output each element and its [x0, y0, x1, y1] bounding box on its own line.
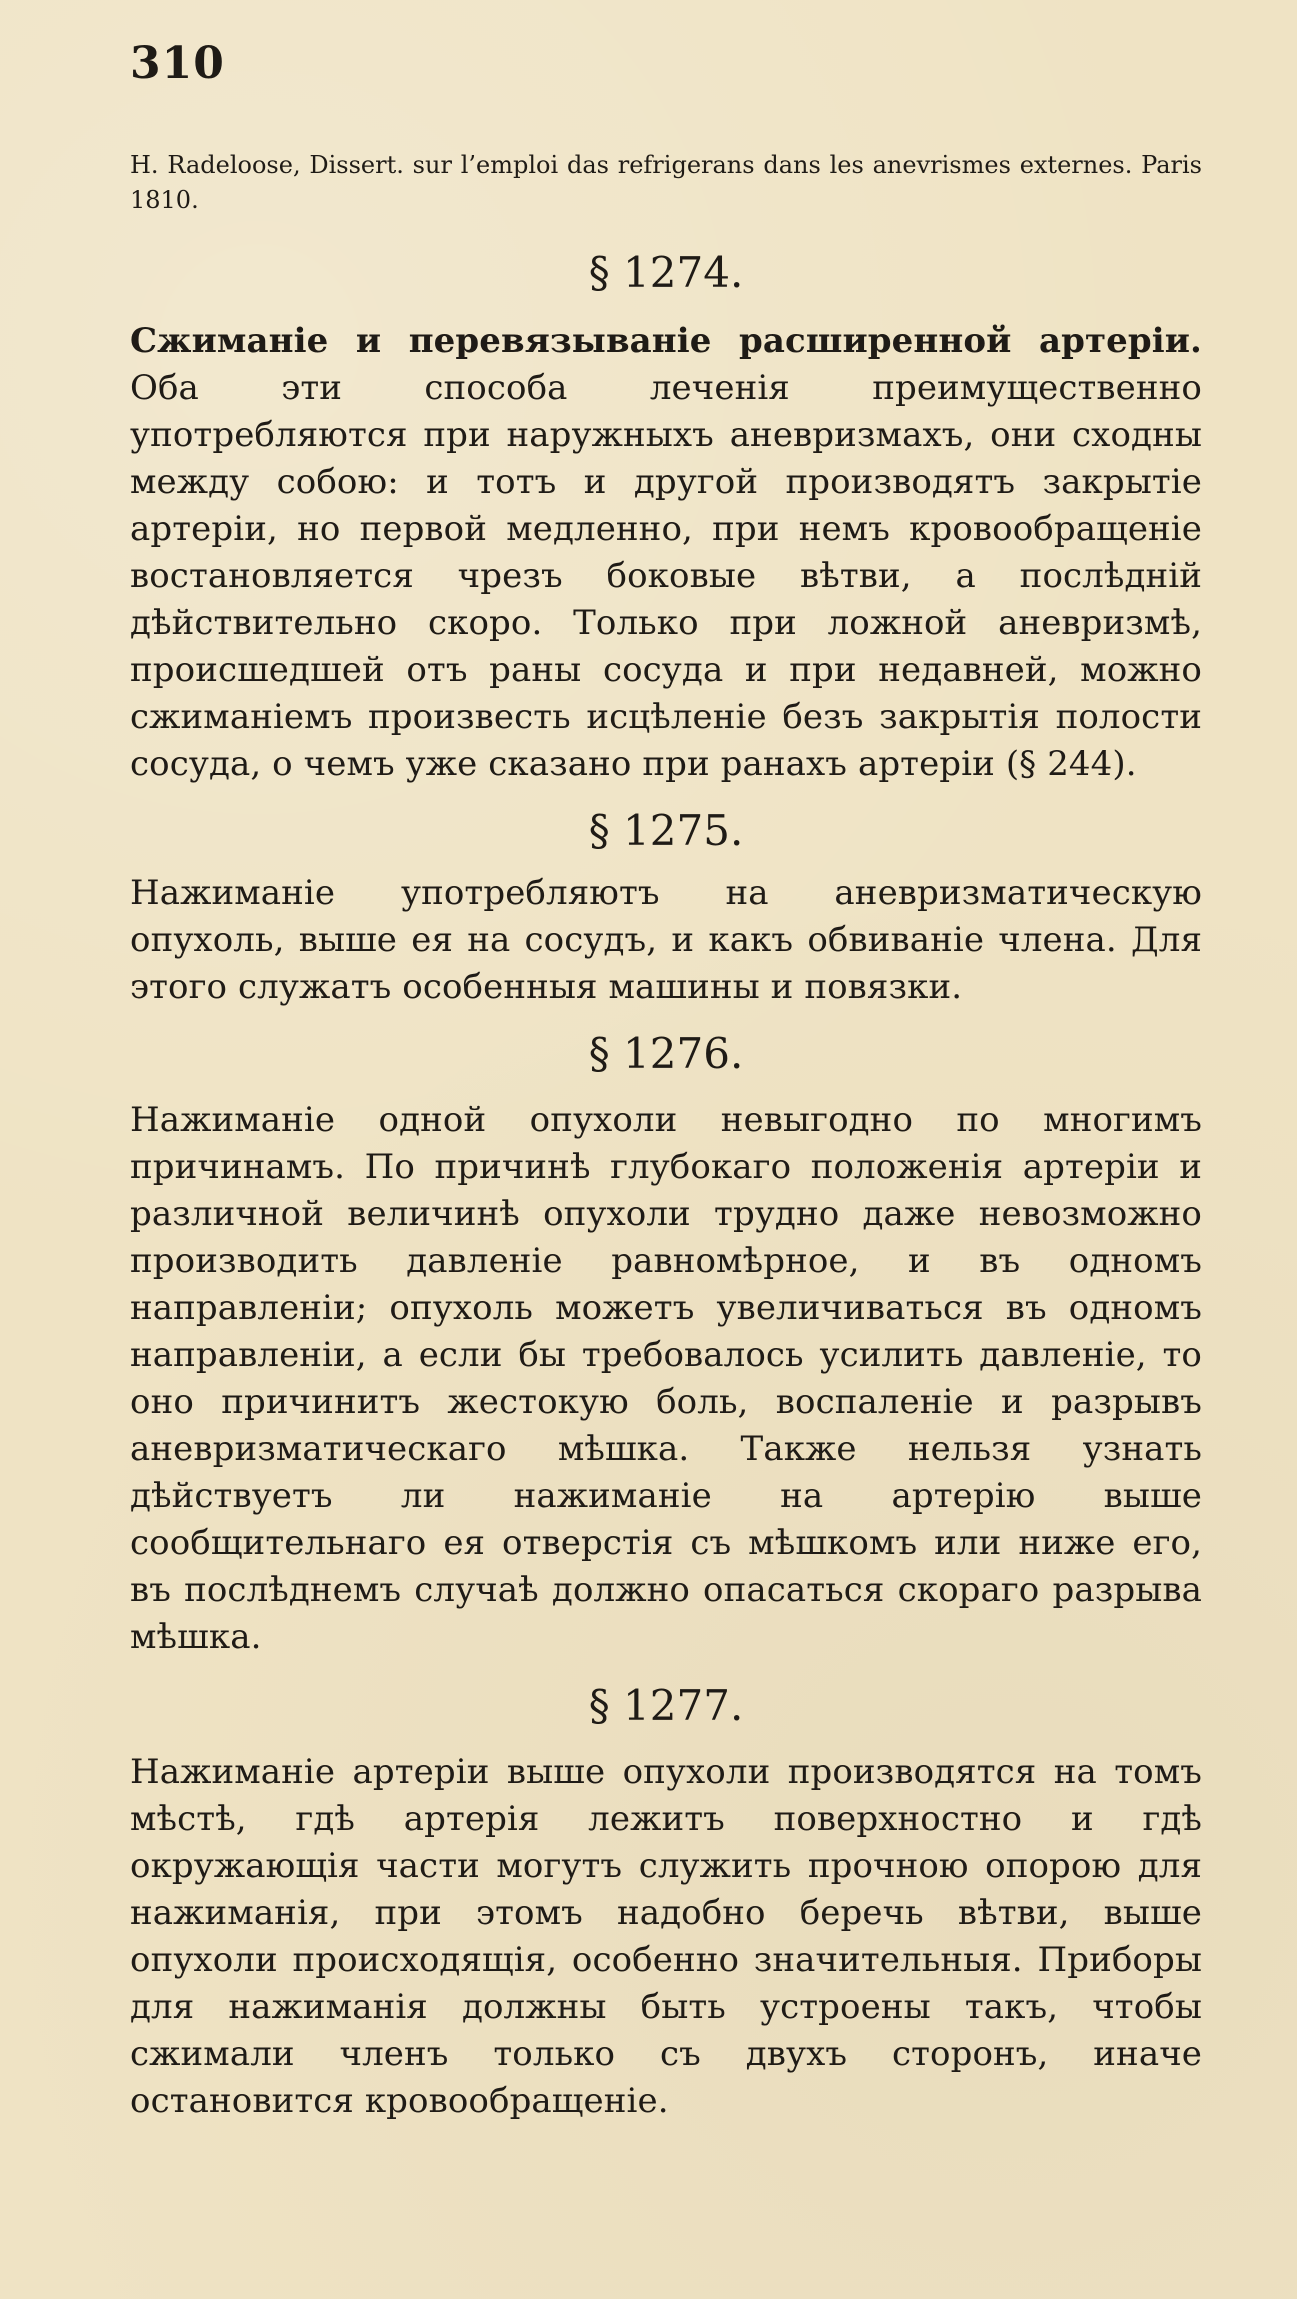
section-paragraph-1274 — [130, 318, 1202, 788]
section-text-1274: Оба эти способа леченія преимущественно употребляются при наружныхъ аневризмахъ, они сходны между собою: и тотъ и другой производятъ закрытіе артеріи, но первой медленно, при немъ кровообращеніе востановляется чрезъ боковые вѣтви, а послѣдній дѣйствительно скоро. Только при ложной аневризмѣ, происшедшей отъ раны сосуда и при недавней, можно сжиманіемъ произвесть исцѣленіе безъ закрытія полости сосуда, о чемъ уже сказано при ранахъ артеріи (§ 244). — [130, 368, 1202, 784]
bibliographic-citation: H. Radeloose, Dissert. sur l’emploi das refrigerans dans les anevrismes externes. Paris 1810. — [130, 151, 1202, 214]
section-lead-1274: Сжиманіе и перевязываніе расширенной артеріи. — [130, 321, 1202, 361]
page-number: 310 — [130, 38, 225, 89]
section-paragraph-1275 — [130, 870, 1202, 1011]
section-paragraph-1277 — [130, 1749, 1202, 2125]
section-text-1276: Нажиманіе одной опухоли невыгодно по многимъ причинамъ. По причинѣ глубокаго положенія артеріи и различной величинѣ опухоли трудно даже невозможно производить давленіе равномѣрное, и въ одномъ направленіи; опухоль можетъ увеличиваться въ одномъ направленіи, а если бы требовалось усилить давленіе, то оно причинитъ жестокую боль, воспаленіе и разрывъ аневризматическаго мѣшка. Также нельзя узнать дѣйствуетъ ли нажиманіе на артерію выше сообщительнаго ея отверстія съ мѣшкомъ или ниже его, въ послѣднемъ случаѣ должно опасаться скораго разрыва мѣшка. — [130, 1100, 1202, 1657]
section-text-1275: Нажиманіе употребляютъ на аневризматическую опухоль, выше ея на сосудъ, и какъ обвиваніе члена. Для этого служатъ особенныя машины и повязки. — [130, 873, 1202, 1007]
section-heading-1275: § 1275. — [588, 806, 744, 855]
section-heading-1274: § 1274. — [588, 248, 744, 297]
section-heading-1276: § 1276. — [588, 1029, 744, 1078]
section-heading-1277: § 1277. — [588, 1681, 744, 1730]
section-paragraph-1276 — [130, 1097, 1202, 1661]
section-text-1277: Нажиманіе артеріи выше опухоли производятся на томъ мѣстѣ, гдѣ артерія лежитъ поверхностно и гдѣ окружающія части могутъ служить прочною опорою для нажиманія, при этомъ надобно беречь вѣтви, выше опухоли происходящія, особенно значительныя. Приборы для нажиманія должны быть устроены такъ, чтобы сжимали членъ только съ двухъ сторонъ, иначе остановится кровообращеніе. — [130, 1752, 1202, 2121]
